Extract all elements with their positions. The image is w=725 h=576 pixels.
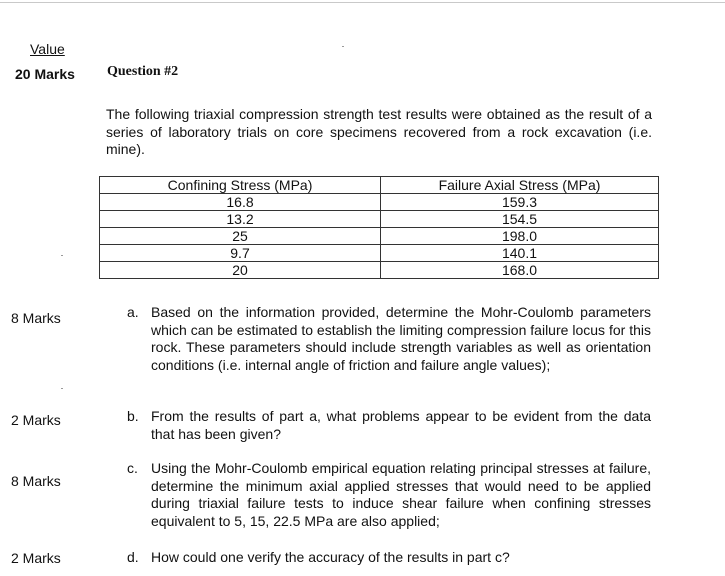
table-cell-axial: 140.1	[381, 245, 659, 262]
marks-part-c: 8 Marks	[11, 473, 61, 489]
table-cell-confining: 25	[100, 228, 381, 245]
table-cell-confining: 20	[100, 262, 381, 279]
table-cell-axial: 159.3	[381, 194, 659, 211]
top-divider	[0, 2, 725, 3]
question-part-d	[127, 549, 651, 567]
question-part-b	[127, 408, 651, 443]
scan-speck	[342, 46, 344, 47]
table-row	[100, 228, 659, 245]
question-intro: The following triaxial compression strength test results were obtained as the result of a series of laboratory trials on core specimens recovered from a rock excavation (i.e. mine).	[106, 106, 652, 157]
part-letter: a.	[127, 304, 139, 320]
part-letter: d.	[127, 549, 139, 565]
table-row	[100, 194, 659, 211]
marks-part-a: 8 Marks	[11, 310, 61, 326]
part-text: How could one verify the accuracy of the results in part c?	[151, 549, 510, 565]
part-text: Using the Mohr-Coulomb empirical equation relating principal stresses at failure, determine the minimum axial applied stresses that would need to be applied during triaxial failure tests to induce shear failure when confining stresses equivalent to 5, 15, 22.5 MPa are also applied;	[151, 460, 651, 529]
table-cell-axial: 154.5	[381, 211, 659, 228]
table-row	[100, 211, 659, 228]
table-cell-confining: 16.8	[100, 194, 381, 211]
table-cell-confining: 13.2	[100, 211, 381, 228]
part-text: Based on the information provided, determine the Mohr-Coulomb parameters which can be estimated to establish the limiting compression failure locus for this rock. These parameters should include strength variables as well as orientation conditions (i.e. internal angle of friction and failure angle values);	[151, 304, 651, 373]
part-letter: c.	[127, 460, 138, 476]
table-header-row	[100, 177, 659, 194]
question-part-a	[127, 304, 651, 374]
value-column-heading: Value	[30, 41, 65, 57]
table-row	[100, 262, 659, 279]
column-header-confining-stress: Confining Stress (MPa)	[100, 177, 381, 194]
question-title: Question #2	[107, 64, 179, 79]
table-cell-confining: 9.7	[100, 245, 381, 262]
column-header-failure-axial-stress: Failure Axial Stress (MPa)	[381, 177, 659, 194]
table-row	[100, 245, 659, 262]
table-cell-axial: 198.0	[381, 228, 659, 245]
part-letter: b.	[127, 408, 139, 424]
total-marks: 20 Marks	[15, 66, 75, 82]
part-text: From the results of part a, what problems appear to be evident from the data that has been given?	[151, 408, 651, 442]
scan-speck	[61, 388, 63, 389]
question-part-c	[127, 460, 651, 530]
marks-part-b: 2 Marks	[11, 412, 61, 428]
scan-speck	[61, 255, 63, 256]
triaxial-results-table	[99, 176, 659, 279]
marks-part-d: 2 Marks	[11, 550, 61, 566]
table-cell-axial: 168.0	[381, 262, 659, 279]
